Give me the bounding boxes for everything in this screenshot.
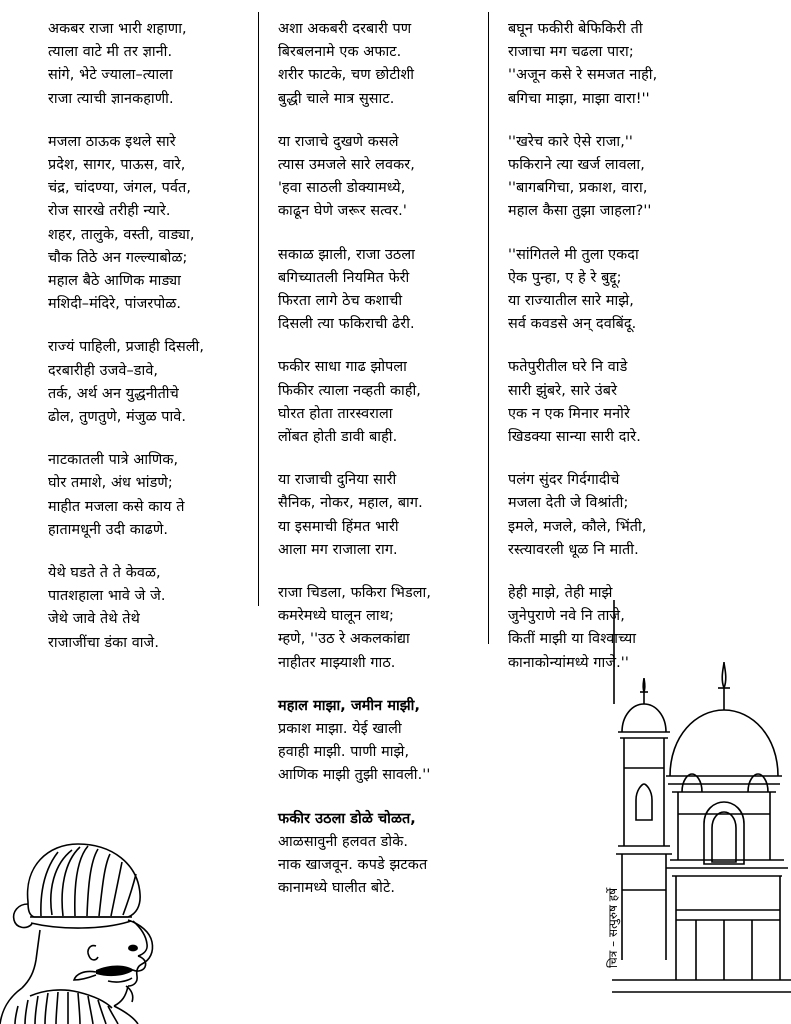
column-divider-1 — [258, 12, 259, 606]
poem-line: या राजाची दुनिया सारी — [278, 472, 397, 489]
poem-line: लोंबत होती डावी बाही. — [278, 429, 398, 446]
stanza — [278, 244, 483, 337]
stanza — [508, 18, 713, 111]
poem-column-2 — [278, 18, 483, 901]
poem-line: त्यास उमजले सारे लवकर, — [278, 157, 415, 174]
poem-line: फिकीर त्याला नव्हती काही, — [278, 382, 421, 399]
poem-line: सकाळ झाली, राजा उठला — [278, 246, 415, 263]
poem-line: म्हणे, ''उठ रे अकलकांद्या — [278, 631, 410, 648]
palace-domes-illustration — [612, 600, 791, 1024]
poem-line: पातशहाला भावे जे जे. — [48, 588, 166, 605]
poem-line: बगिचा माझा, माझा वारा!'' — [508, 90, 650, 107]
poem-line: आणिक माझी तुझी सावली.'' — [278, 767, 431, 784]
stanza — [278, 808, 483, 901]
poem-line: ''खरेच कारे ऐसे राजा,'' — [508, 133, 633, 150]
poem-line: घोर तमाशे, अंध भांडणे; — [48, 475, 173, 492]
poem-line: आळसावुनी हलवत डोके. — [278, 833, 409, 850]
stanza — [278, 582, 483, 675]
poem-line: मजला देती जे विश्रांती; — [508, 495, 629, 512]
poem-line: प्रदेश, सागर, पाऊस, वारे, — [48, 157, 186, 174]
poem-line: राज्यं पाहिली, प्रजाही दिसली, — [48, 339, 205, 356]
poem-line: सारी झुंबरे, सारे उंबरे — [508, 382, 618, 399]
poem-line: ढोल, तुणतुणे, मंजुळ पावे. — [48, 409, 187, 426]
poem-line: मशिदी–मंदिरे, पांजरपोळ. — [48, 296, 182, 313]
poem-line: जुनेपुराणे नवे नि ताजे, — [508, 608, 625, 625]
poem-line: ''अजून कसे रे समजत नाही, — [508, 67, 658, 84]
stanza — [278, 356, 483, 449]
poem-line: 'हवा साठली डोक्यामध्ये, — [278, 180, 406, 197]
poem-line: दिसली त्या फकिराची ढेरी. — [278, 316, 415, 333]
stanza — [508, 356, 713, 449]
poem-line: महाल माझा, जमीन माझी, — [278, 697, 421, 714]
poem-line: रस्त्यावरली धूळ नि माती. — [508, 541, 639, 558]
poem-line: कमरेमध्ये घालून लाथ; — [278, 608, 394, 625]
poem-line: या राज्यातील सारे माझे, — [508, 293, 634, 310]
poem-line: फकीर उठला डोळे चोळत, — [278, 810, 416, 827]
stanza — [48, 336, 253, 429]
poem-line: राजाचा मग चढला पारा; — [508, 44, 634, 61]
stanza — [278, 18, 483, 111]
turbaned-man-illustration — [0, 820, 210, 1024]
poem-line: जेथे जावे तेथे तेथे — [48, 611, 140, 628]
poem-line: बुद्धी चाले मात्र सुसाट. — [278, 90, 395, 107]
poem-line: माहीत मजला कसे काय ते — [48, 498, 185, 515]
column-divider-2 — [488, 12, 489, 644]
poem-line: फकीर साधा गाढ झोपला — [278, 359, 408, 376]
stanza — [508, 244, 713, 337]
poem-line: घोरत होता तारस्वराला — [278, 405, 393, 422]
stanza — [48, 131, 253, 317]
stanza — [508, 469, 713, 562]
poem-line: दरबारीही उजवे–डावे, — [48, 362, 159, 379]
poem-line: कितीं माझी या विश्वाच्या — [508, 631, 637, 648]
poem-line: मजला ठाऊक इथले सारे — [48, 133, 176, 150]
poem-line: महाल कैसा तुझा जाहला?'' — [508, 203, 652, 220]
poem-line: तर्क, अर्थ अन युद्धनीतीचे — [48, 385, 179, 402]
poem-line: राजाजींचा डंका वाजे. — [48, 634, 159, 651]
poem-column-1 — [48, 18, 253, 655]
stanza — [48, 449, 253, 542]
stanza — [48, 562, 253, 655]
poem-line: प्रकाश माझा. येई खाली — [278, 721, 402, 738]
poem-line: त्याला वाटे मी तर ज्ञानी. — [48, 44, 173, 61]
poem-line: खिडक्या सान्या सारी दारे. — [508, 429, 641, 446]
poem-line: हेही माझे, तेही माझे — [508, 585, 613, 602]
poem-line: आला मग राजाला राग. — [278, 541, 398, 558]
poem-line: इमले, मजले, कौले, भिंती, — [508, 518, 647, 535]
artist-credit: चित्र – सत्पुरुष हर्षे — [606, 887, 620, 968]
poem-line: नाहीतर माझ्याशी गाठ. — [278, 654, 396, 671]
poem-line: हातामधूनी उदी काढणे. — [48, 521, 169, 538]
poem-line: या राजाचे दुखणे कसले — [278, 133, 399, 150]
poem-line: या इसमाची हिंमत भारी — [278, 518, 399, 535]
poem-line: रोज सारखे तरीही न्यारे. — [48, 203, 171, 220]
poem-line: ऐक पुन्हा, ए हे रे बुद्दू; — [508, 269, 622, 286]
poem-line: चौक तिठे अन गल्ल्याबोळ; — [48, 249, 188, 266]
stanza — [508, 131, 713, 224]
poem-line: सैनिक, नोकर, महाल, बाग. — [278, 495, 423, 512]
poem-line: राजा त्याची ज्ञानकहाणी. — [48, 90, 174, 107]
poem-line: बगिच्यातली नियमित फेरी — [278, 269, 410, 286]
poem-line: बिरबलनामे एक अफाट. — [278, 44, 402, 61]
poem-line: फकिराने त्या खर्ज लावला, — [508, 157, 645, 174]
poem-line: ''सांगितले मी तुला एकदा — [508, 246, 639, 263]
poem-line: नाक खाजवून. कपडे झटकत — [278, 857, 428, 874]
poem-line: पलंग सुंदर गिर्दगादीचे — [508, 472, 620, 489]
poem-line: बघून फकीरी बेफिकिरी ती — [508, 21, 643, 37]
poem-line: ''बागबगिचा, प्रकाश, वारा, — [508, 180, 648, 197]
stanza — [278, 469, 483, 562]
poem-line: काढून घेणे जरूर सत्वर.' — [278, 203, 407, 220]
poem-line: फिरता लागे ठेच कशाची — [278, 293, 403, 310]
poem-line: एक न एक मिनार मनोरे — [508, 405, 630, 422]
poem-line: कानामध्ये घालीत बोटे. — [278, 880, 395, 897]
poem-line: सांगे, भेटे ज्याला–त्याला — [48, 67, 173, 84]
poem-line: हवाही माझी. पाणी माझे, — [278, 744, 410, 761]
poem-line: राजा चिडला, फकिरा भिडला, — [278, 585, 432, 602]
poem-line: कानाकोन्यांमध्ये गाजे.'' — [508, 654, 629, 671]
poem-line: महाल बैठे आणिक माड्या — [48, 273, 181, 290]
poem-line: सर्व कवडसे अन् दवबिंदू. — [508, 316, 637, 333]
poem-line: शरीर फाटके, चण छोटीशी — [278, 67, 415, 84]
poem-line: येथे घडते ते ते केवळ, — [48, 565, 161, 582]
stanza — [48, 18, 253, 111]
poem-line: अशा अकबरी दरबारी पण — [278, 21, 412, 37]
poem-line: नाटकातली पात्रे आणिक, — [48, 452, 179, 469]
poem-column-3 — [508, 18, 713, 675]
stanza — [278, 695, 483, 788]
poem-line: शहर, तालुके, वस्ती, वाड्या, — [48, 226, 195, 243]
poem-line: अकबर राजा भारी शहाणा, — [48, 21, 187, 37]
poem-line: चंद्र, चांदण्या, जंगल, पर्वत, — [48, 180, 192, 197]
stanza — [278, 131, 483, 224]
poem-line: फतेपुरीतील घरे नि वाडे — [508, 359, 628, 376]
